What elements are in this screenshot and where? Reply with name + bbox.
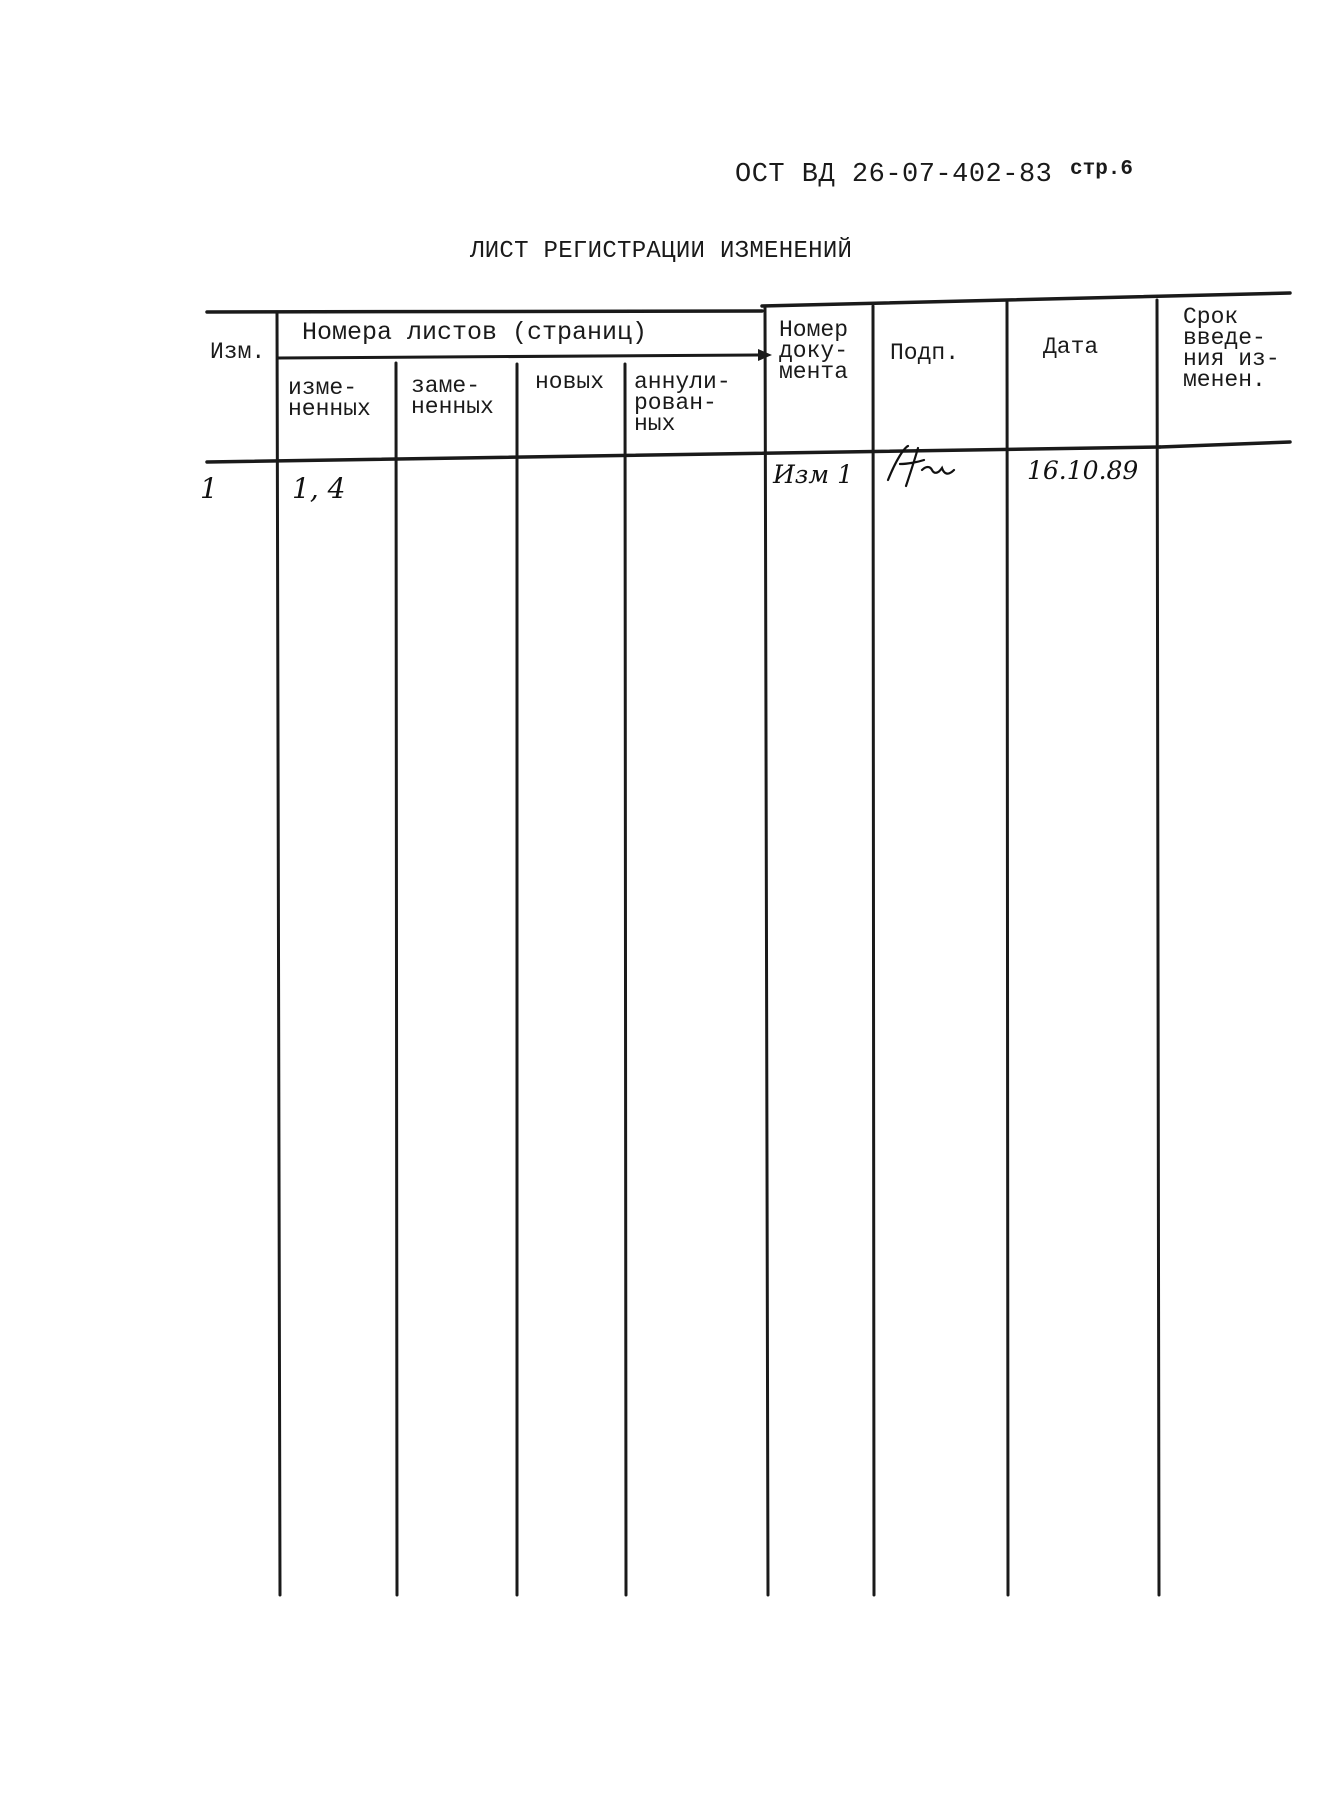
col-line-8 (1157, 300, 1159, 1595)
header-izm: Изм. (210, 339, 266, 365)
header-sheets-group: Номера листов (страниц) (302, 318, 648, 347)
row-izm: 1 (200, 472, 218, 505)
header-changed: изме- ненных (288, 375, 371, 422)
col-line-7 (1007, 302, 1008, 1595)
row-changed: 1, 4 (292, 472, 346, 505)
header-bottom-rule-right (1160, 442, 1290, 447)
header-new: новых (535, 369, 605, 395)
row-date: 16.10.89 (1027, 456, 1139, 485)
group-underline (278, 355, 758, 358)
header-doc-number: Номер доку- мента (779, 317, 849, 385)
col-line-6 (873, 306, 874, 1595)
col-line-2 (396, 363, 397, 1595)
header-date: Дата (1043, 334, 1099, 360)
header-bottom-rule (207, 447, 1160, 462)
header-signature: Подп. (890, 340, 960, 366)
row-doc-number: Изм 1 (773, 460, 854, 489)
document-code: ОСТ ВД 26-07-402-83 (735, 160, 1053, 190)
header-deadline: Срок введе- ния из- менен. (1183, 304, 1280, 393)
page-number: стр.6 (1070, 158, 1134, 181)
col-line-5 (765, 308, 768, 1595)
header-annulled: аннули- рован- ных (634, 369, 731, 437)
header-replaced: заме- ненных (411, 373, 494, 420)
signature-mark (878, 440, 978, 500)
sheet-title: ЛИСТ РЕГИСТРАЦИИ ИЗМЕНЕНИЙ (470, 238, 853, 265)
col-line-1 (277, 312, 280, 1595)
col-line-4 (625, 364, 626, 1595)
table-top-rule (207, 311, 762, 312)
